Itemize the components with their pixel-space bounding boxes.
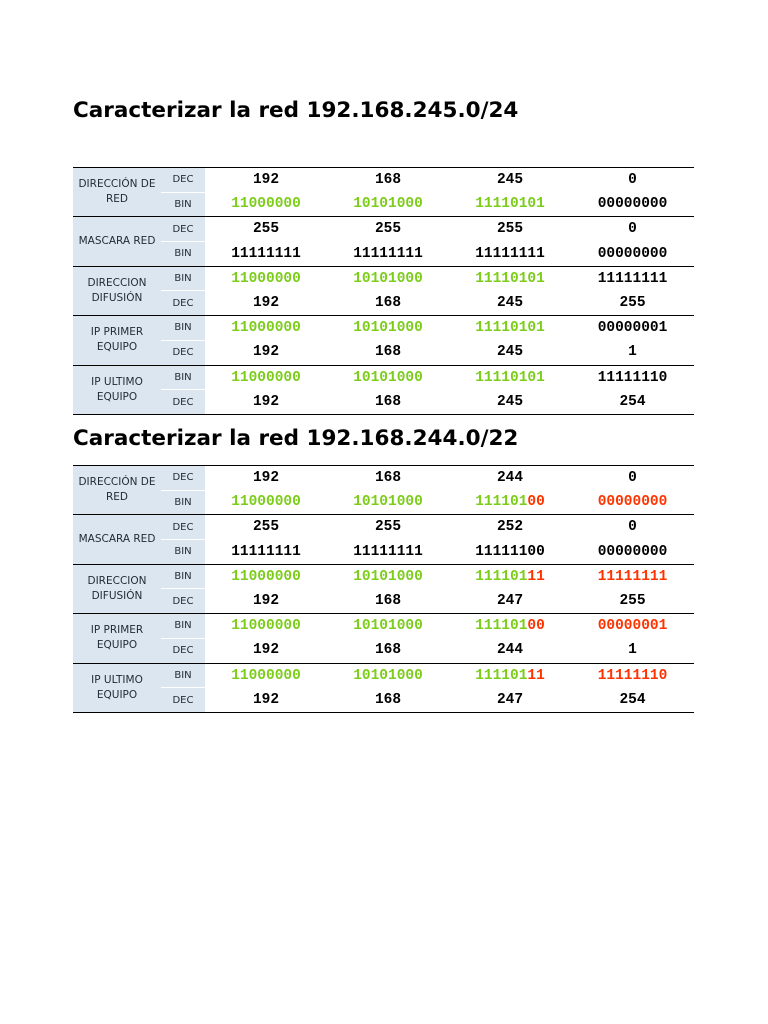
octet-3-cell <box>449 217 571 242</box>
octet-1-cell <box>205 589 327 614</box>
row-label: DIRECCIÓN DE RED <box>73 466 161 515</box>
table-row <box>73 663 694 688</box>
row-label: IP PRIMER EQUIPO <box>73 614 161 663</box>
octet-3-cell <box>449 490 571 515</box>
row-group-ip-ultimo-equipo <box>73 663 694 712</box>
octet-value: 11110101 <box>475 270 545 287</box>
row-group-direccion-difusion <box>73 564 694 613</box>
octet-2-cell <box>327 688 449 713</box>
octet-value: 11111111 <box>597 568 668 585</box>
octet-2-cell <box>327 291 449 316</box>
octet-1-cell <box>205 217 327 242</box>
octet-4-cell <box>571 365 694 390</box>
octet-2-cell <box>327 466 449 491</box>
octet-value: 255 <box>496 221 524 238</box>
row-label: IP PRIMER EQUIPO <box>73 316 161 365</box>
format-label: BIN <box>161 316 205 341</box>
row-label: MASCARA RED <box>73 217 161 266</box>
octet-3-cell <box>449 614 571 639</box>
subnet-table-22 <box>73 465 694 713</box>
octet-1-cell <box>205 663 327 688</box>
octet-value: 255 <box>252 221 280 238</box>
octet-3-cell <box>449 540 571 565</box>
table-row <box>73 638 694 663</box>
octet-value: 168 <box>374 344 402 361</box>
format-label: BIN <box>161 192 205 217</box>
octet-value: 168 <box>374 393 402 410</box>
octet-value: 192 <box>252 470 280 487</box>
octet-value: 254 <box>619 691 646 708</box>
octet-4-cell <box>571 638 694 663</box>
octet-value: 00000000 <box>597 543 668 560</box>
octet-value: 255 <box>619 593 646 610</box>
octet-value: 0 <box>628 221 637 238</box>
subnet-table-24 <box>73 167 694 415</box>
octet-1-cell <box>205 614 327 639</box>
octet-value: 10101000 <box>353 369 423 386</box>
octet-2-cell <box>327 340 449 365</box>
octet-value: 11000000 <box>231 320 301 337</box>
octet-value: 168 <box>374 172 402 189</box>
octet-value: 11111111 <box>353 245 423 262</box>
octet-value: 168 <box>374 593 402 610</box>
table-row <box>73 614 694 639</box>
octet-4-cell <box>571 390 694 415</box>
octet-3-cell <box>449 390 571 415</box>
table-row <box>73 688 694 713</box>
octet-1-cell <box>205 466 327 491</box>
octet-1-cell <box>205 515 327 540</box>
octet-value: 244 <box>496 470 524 487</box>
octet-value: 192 <box>252 295 280 312</box>
octet-3-cell <box>449 291 571 316</box>
octet-1-cell <box>205 365 327 390</box>
octet-value: 11111111 <box>353 543 423 560</box>
octet-value: 245 <box>496 393 524 410</box>
octet-value: 244 <box>496 642 524 659</box>
octet-value: 192 <box>252 393 280 410</box>
octet-value: 245 <box>496 295 524 312</box>
octet-value: 11110101 <box>475 320 545 337</box>
octet-2-cell <box>327 365 449 390</box>
octet-value: 10101000 <box>353 196 423 213</box>
row-group-direccion-de-red <box>73 168 694 217</box>
octet-4-cell <box>571 168 694 193</box>
octet-1-cell <box>205 291 327 316</box>
section-title: Caracterizar la red 192.168.244.0/22 <box>73 426 519 451</box>
format-label: BIN <box>161 266 205 291</box>
octet-2-cell <box>327 540 449 565</box>
octet-value: 11111110 <box>597 369 668 386</box>
octet-value: 255 <box>619 295 646 312</box>
row-label: DIRECCION DIFUSIÓN <box>73 564 161 613</box>
row-group-mascara-red <box>73 515 694 564</box>
octet-1-cell <box>205 340 327 365</box>
octet-value: 255 <box>374 519 402 536</box>
octet-3-cell <box>449 589 571 614</box>
table-row <box>73 564 694 589</box>
octet-value: 11 <box>527 667 545 684</box>
octet-4-cell <box>571 192 694 217</box>
octet-4-cell <box>571 663 694 688</box>
octet-2-cell <box>327 217 449 242</box>
octet-4-cell <box>571 540 694 565</box>
row-label: DIRECCION DIFUSIÓN <box>73 266 161 315</box>
format-label: DEC <box>161 390 205 415</box>
table-row <box>73 340 694 365</box>
octet-4-cell <box>571 589 694 614</box>
octet-2-cell <box>327 490 449 515</box>
octet-3-cell <box>449 192 571 217</box>
octet-2-cell <box>327 614 449 639</box>
row-group-direccion-difusion <box>73 266 694 315</box>
octet-value: 10101000 <box>353 320 423 337</box>
octet-value: 168 <box>374 470 402 487</box>
octet-value: 111101 <box>475 667 528 684</box>
octet-value: 252 <box>496 519 524 536</box>
octet-value: 00000000 <box>597 245 668 262</box>
octet-value: 10101000 <box>353 618 423 635</box>
octet-3-cell <box>449 515 571 540</box>
octet-value: 245 <box>496 344 524 361</box>
row-group-direccion-de-red <box>73 466 694 515</box>
octet-value: 11000000 <box>231 270 301 287</box>
format-label: DEC <box>161 168 205 193</box>
octet-value: 11000000 <box>231 494 301 511</box>
octet-value: 0 <box>628 519 637 536</box>
octet-1-cell <box>205 540 327 565</box>
octet-value: 168 <box>374 691 402 708</box>
row-label: DIRECCIÓN DE RED <box>73 168 161 217</box>
octet-value: 00000000 <box>597 196 668 213</box>
octet-1-cell <box>205 490 327 515</box>
octet-4-cell <box>571 291 694 316</box>
octet-value: 192 <box>252 691 280 708</box>
octet-3-cell <box>449 564 571 589</box>
format-label: DEC <box>161 217 205 242</box>
table-row <box>73 242 694 267</box>
octet-value: 11000000 <box>231 618 301 635</box>
octet-4-cell <box>571 490 694 515</box>
octet-value: 168 <box>374 295 402 312</box>
octet-value: 11111111 <box>231 245 301 262</box>
octet-4-cell <box>571 217 694 242</box>
table-row <box>73 515 694 540</box>
section-title: Caracterizar la red 192.168.245.0/24 <box>73 98 519 123</box>
octet-4-cell <box>571 614 694 639</box>
table-row <box>73 466 694 491</box>
octet-2-cell <box>327 638 449 663</box>
format-label: BIN <box>161 663 205 688</box>
octet-value: 192 <box>252 593 280 610</box>
octet-value: 1 <box>628 344 637 361</box>
octet-value: 11110101 <box>475 369 545 386</box>
octet-value: 247 <box>496 593 524 610</box>
table-row <box>73 365 694 390</box>
octet-value: 255 <box>374 221 402 238</box>
format-label: BIN <box>161 242 205 267</box>
octet-4-cell <box>571 564 694 589</box>
octet-value: 11000000 <box>231 667 301 684</box>
format-label: DEC <box>161 515 205 540</box>
octet-value: 192 <box>252 642 280 659</box>
octet-value: 11000000 <box>231 369 301 386</box>
octet-4-cell <box>571 242 694 267</box>
octet-2-cell <box>327 589 449 614</box>
table-row <box>73 217 694 242</box>
octet-4-cell <box>571 340 694 365</box>
table-row <box>73 540 694 565</box>
table-row <box>73 266 694 291</box>
octet-3-cell <box>449 638 571 663</box>
octet-4-cell <box>571 688 694 713</box>
format-label: DEC <box>161 291 205 316</box>
octet-1-cell <box>205 192 327 217</box>
octet-value: 00 <box>527 494 545 511</box>
format-label: DEC <box>161 638 205 663</box>
table-row <box>73 390 694 415</box>
octet-value: 11111111 <box>597 270 668 287</box>
octet-value: 1 <box>628 642 637 659</box>
octet-3-cell <box>449 266 571 291</box>
octet-value: 00000001 <box>597 320 668 337</box>
octet-3-cell <box>449 340 571 365</box>
octet-1-cell <box>205 316 327 341</box>
octet-3-cell <box>449 168 571 193</box>
octet-value: 11000000 <box>231 568 301 585</box>
table-row <box>73 316 694 341</box>
format-label: BIN <box>161 540 205 565</box>
format-label: BIN <box>161 365 205 390</box>
octet-value: 111101 <box>475 568 528 585</box>
octet-value: 0 <box>628 172 637 189</box>
octet-value: 247 <box>496 691 524 708</box>
octet-value: 10101000 <box>353 494 423 511</box>
octet-value: 192 <box>252 344 280 361</box>
octet-1-cell <box>205 390 327 415</box>
octet-3-cell <box>449 316 571 341</box>
octet-3-cell <box>449 466 571 491</box>
format-label: BIN <box>161 614 205 639</box>
octet-value: 168 <box>374 642 402 659</box>
octet-1-cell <box>205 688 327 713</box>
octet-1-cell <box>205 242 327 267</box>
octet-1-cell <box>205 266 327 291</box>
octet-value: 11000000 <box>231 196 301 213</box>
octet-value: 11 <box>527 568 545 585</box>
octet-3-cell <box>449 242 571 267</box>
octet-3-cell <box>449 663 571 688</box>
octet-value: 0 <box>628 470 637 487</box>
octet-2-cell <box>327 242 449 267</box>
octet-value: 254 <box>619 393 646 410</box>
octet-value: 11110101 <box>475 196 545 213</box>
octet-2-cell <box>327 168 449 193</box>
row-label: IP ULTIMO EQUIPO <box>73 365 161 414</box>
octet-value: 192 <box>252 172 280 189</box>
octet-value: 10101000 <box>353 667 423 684</box>
row-group-ip-ultimo-equipo <box>73 365 694 414</box>
octet-value: 11111111 <box>475 245 545 262</box>
octet-3-cell <box>449 688 571 713</box>
octet-value: 11111100 <box>475 543 545 560</box>
row-group-mascara-red <box>73 217 694 266</box>
octet-value: 10101000 <box>353 270 423 287</box>
octet-4-cell <box>571 515 694 540</box>
octet-1-cell <box>205 564 327 589</box>
octet-2-cell <box>327 663 449 688</box>
format-label: BIN <box>161 490 205 515</box>
table-row <box>73 589 694 614</box>
format-label: DEC <box>161 589 205 614</box>
row-group-ip-primer-equipo <box>73 316 694 365</box>
octet-4-cell <box>571 266 694 291</box>
octet-value: 245 <box>496 172 524 189</box>
octet-value: 10101000 <box>353 568 423 585</box>
octet-2-cell <box>327 515 449 540</box>
octet-value: 00000001 <box>597 618 668 635</box>
octet-value: 00000000 <box>597 494 668 511</box>
row-label: MASCARA RED <box>73 515 161 564</box>
format-label: DEC <box>161 340 205 365</box>
octet-value: 00 <box>527 618 545 635</box>
octet-4-cell <box>571 466 694 491</box>
table-row <box>73 291 694 316</box>
table-row <box>73 168 694 193</box>
octet-value: 11111110 <box>597 667 668 684</box>
row-group-ip-primer-equipo <box>73 614 694 663</box>
octet-value: 111101 <box>475 494 528 511</box>
octet-2-cell <box>327 266 449 291</box>
octet-1-cell <box>205 638 327 663</box>
octet-3-cell <box>449 365 571 390</box>
octet-value: 111101 <box>475 618 528 635</box>
format-label: DEC <box>161 466 205 491</box>
octet-2-cell <box>327 316 449 341</box>
format-label: DEC <box>161 688 205 713</box>
row-label: IP ULTIMO EQUIPO <box>73 663 161 712</box>
octet-1-cell <box>205 168 327 193</box>
octet-2-cell <box>327 564 449 589</box>
table-row <box>73 490 694 515</box>
octet-2-cell <box>327 192 449 217</box>
octet-4-cell <box>571 316 694 341</box>
format-label: BIN <box>161 564 205 589</box>
octet-value: 255 <box>252 519 280 536</box>
octet-value: 11111111 <box>231 543 301 560</box>
octet-2-cell <box>327 390 449 415</box>
table-row <box>73 192 694 217</box>
